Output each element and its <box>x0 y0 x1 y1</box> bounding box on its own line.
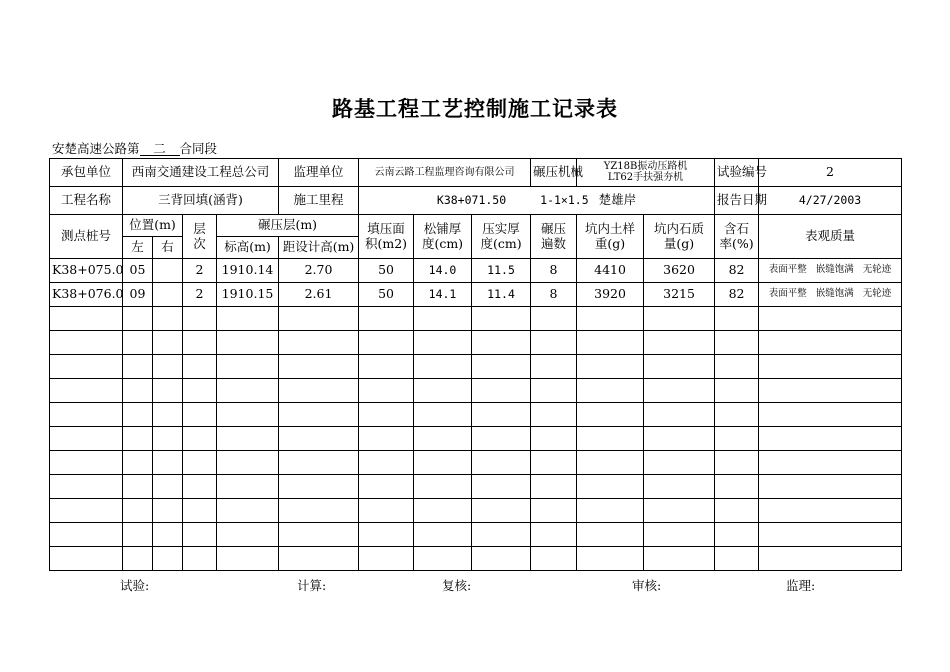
empty-cell <box>531 499 577 523</box>
cell-left: 05 <box>123 259 153 283</box>
empty-cell <box>183 403 217 427</box>
col-layer <box>183 215 217 259</box>
cell-pit-soil: 4410 <box>577 259 644 283</box>
empty-cell <box>644 547 715 571</box>
empty-cell <box>414 475 472 499</box>
contract-section-number: 二 <box>140 142 180 156</box>
empty-cell <box>531 427 577 451</box>
empty-cell <box>153 331 183 355</box>
empty-cell <box>359 547 414 571</box>
empty-row <box>50 403 902 427</box>
empty-cell <box>759 331 902 355</box>
empty-cell <box>359 475 414 499</box>
empty-cell <box>759 523 902 547</box>
empty-cell <box>715 403 759 427</box>
mileage-label: 施工里程 <box>279 187 359 215</box>
empty-cell <box>50 475 123 499</box>
empty-cell <box>123 403 153 427</box>
empty-cell <box>531 523 577 547</box>
col-stone-rate <box>715 215 759 259</box>
empty-cell <box>472 331 531 355</box>
empty-cell <box>359 403 414 427</box>
project-value: 三背回填(涵背) <box>123 187 279 215</box>
col-loose-2: 度(cm) <box>421 235 464 251</box>
empty-cell <box>531 307 577 331</box>
col-left: 左 <box>123 237 153 259</box>
subtitle-suffix: 合同段 <box>179 141 218 156</box>
cell-fill-area: 50 <box>359 259 414 283</box>
col-passes-1: 碾压 <box>541 221 567 237</box>
empty-cell <box>153 451 183 475</box>
cell-compact: 11.4 <box>472 283 531 307</box>
col-quality: 表观质量 <box>759 215 902 259</box>
empty-cell <box>183 523 217 547</box>
empty-cell <box>279 427 359 451</box>
empty-cell <box>123 379 153 403</box>
cell-pit-soil: 3920 <box>577 283 644 307</box>
col-pit-stone-2: 量(g) <box>663 235 695 251</box>
empty-cell <box>759 499 902 523</box>
empty-cell <box>414 403 472 427</box>
empty-cell <box>531 547 577 571</box>
empty-cell <box>414 523 472 547</box>
empty-row <box>50 547 902 571</box>
empty-cell <box>472 451 531 475</box>
empty-cell <box>183 451 217 475</box>
empty-cell <box>50 451 123 475</box>
empty-cell <box>472 379 531 403</box>
cell-quality: 表面平整 嵌缝饱满 无轮迹 <box>759 259 902 283</box>
empty-cell <box>644 451 715 475</box>
col-stone-rate-2: 率(%) <box>719 235 754 251</box>
empty-cell <box>279 547 359 571</box>
empty-cell <box>414 355 472 379</box>
empty-cell <box>759 547 902 571</box>
cell-loose: 14.0 <box>414 259 472 283</box>
col-pit-soil-2: 重(g) <box>594 235 626 251</box>
empty-cell <box>50 355 123 379</box>
empty-cell <box>759 403 902 427</box>
empty-cell <box>715 523 759 547</box>
empty-cell <box>531 475 577 499</box>
mileage-name: 楚雄岸 <box>598 192 637 208</box>
contractor-label: 承包单位 <box>50 159 123 187</box>
empty-cell <box>472 547 531 571</box>
empty-cell <box>217 547 279 571</box>
col-passes-2: 遍数 <box>541 235 567 251</box>
col-pit-stone-1: 坑内石质 <box>654 221 705 237</box>
empty-cell <box>50 307 123 331</box>
empty-cell <box>472 475 531 499</box>
signature-supervise: 监理: <box>786 578 816 593</box>
empty-cell <box>644 331 715 355</box>
empty-cell <box>153 307 183 331</box>
machine-value-1: YZ18B振动压路机 <box>603 161 688 172</box>
cell-stone-rate: 82 <box>715 283 759 307</box>
empty-cell <box>715 331 759 355</box>
record-table <box>49 158 902 571</box>
empty-cell <box>279 307 359 331</box>
empty-cell <box>183 307 217 331</box>
cell-passes: 8 <box>531 283 577 307</box>
cell-right <box>153 259 183 283</box>
empty-cell <box>577 451 644 475</box>
machine-value-2: LT62手扶强夯机 <box>607 171 684 183</box>
empty-cell <box>153 499 183 523</box>
col-loose <box>414 215 472 259</box>
empty-cell <box>577 331 644 355</box>
empty-cell <box>531 331 577 355</box>
col-pit-soil <box>577 215 644 259</box>
empty-cell <box>414 307 472 331</box>
col-compact-1: 压实厚 <box>482 221 520 237</box>
empty-cell <box>217 379 279 403</box>
empty-row <box>50 307 902 331</box>
cell-distance: 2.61 <box>279 283 359 307</box>
empty-cell <box>217 355 279 379</box>
empty-cell <box>644 499 715 523</box>
empty-cell <box>577 403 644 427</box>
empty-cell <box>644 307 715 331</box>
empty-cell <box>279 403 359 427</box>
col-fill-area-2: 积(m2) <box>364 235 408 251</box>
empty-cell <box>50 403 123 427</box>
supervisor-value: 云南云路工程监理咨询有限公司 <box>359 159 531 187</box>
empty-cell <box>472 307 531 331</box>
col-compact <box>472 215 531 259</box>
empty-cell <box>644 475 715 499</box>
mileage-station: K38+071.50 <box>436 193 507 208</box>
empty-cell <box>472 403 531 427</box>
empty-cell <box>715 451 759 475</box>
col-station: 测点桩号 <box>50 215 123 259</box>
empty-cell <box>123 475 153 499</box>
cell-fill-area: 50 <box>359 283 414 307</box>
empty-cell <box>153 475 183 499</box>
empty-cell <box>217 403 279 427</box>
empty-cell <box>123 547 153 571</box>
empty-row <box>50 475 902 499</box>
col-fill-area <box>359 215 414 259</box>
machine-value <box>577 159 715 187</box>
empty-cell <box>279 475 359 499</box>
col-loose-1: 松铺厚 <box>423 221 462 237</box>
empty-cell <box>183 355 217 379</box>
empty-cell <box>759 307 902 331</box>
cell-stone-rate: 82 <box>715 259 759 283</box>
empty-cell <box>123 307 153 331</box>
empty-cell <box>577 427 644 451</box>
empty-cell <box>759 451 902 475</box>
empty-cell <box>50 331 123 355</box>
empty-cell <box>359 307 414 331</box>
col-compact-2: 度(cm) <box>480 235 522 251</box>
test-no-label: 试验编号 <box>715 159 759 187</box>
empty-row <box>50 427 902 451</box>
empty-row <box>50 379 902 403</box>
cell-pit-stone: 3215 <box>644 283 715 307</box>
empty-cell <box>531 403 577 427</box>
empty-cell <box>472 355 531 379</box>
test-no-value: 2 <box>759 159 902 187</box>
empty-cell <box>217 451 279 475</box>
empty-cell <box>123 331 153 355</box>
empty-cell <box>414 427 472 451</box>
signature-calc: 计算: <box>297 578 327 593</box>
empty-cell <box>279 523 359 547</box>
empty-cell <box>715 475 759 499</box>
empty-cell <box>279 331 359 355</box>
empty-cell <box>217 427 279 451</box>
empty-cell <box>50 547 123 571</box>
signature-audit: 审核: <box>632 578 662 593</box>
empty-cell <box>759 355 902 379</box>
cell-layer: 2 <box>183 259 217 283</box>
empty-cell <box>183 499 217 523</box>
col-layer-1: 层 <box>193 221 206 237</box>
col-stone-rate-1: 含石 <box>724 221 750 237</box>
col-pit-soil-1: 坑内土样 <box>585 221 636 237</box>
col-passes <box>531 215 577 259</box>
project-label: 工程名称 <box>50 187 123 215</box>
empty-cell <box>759 475 902 499</box>
empty-cell <box>359 499 414 523</box>
empty-cell <box>183 547 217 571</box>
cell-elevation: 1910.15 <box>217 283 279 307</box>
empty-cell <box>715 355 759 379</box>
machine-label: 碾压机械 <box>531 159 577 187</box>
col-layer-2: 次 <box>193 235 206 251</box>
empty-cell <box>414 499 472 523</box>
empty-row <box>50 355 902 379</box>
table-row <box>50 283 902 307</box>
cell-right <box>153 283 183 307</box>
empty-cell <box>183 475 217 499</box>
empty-cell <box>531 355 577 379</box>
table-row <box>50 259 902 283</box>
col-fill-area-1: 填压面 <box>367 221 405 237</box>
empty-cell <box>359 427 414 451</box>
empty-cell <box>217 475 279 499</box>
empty-cell <box>472 499 531 523</box>
empty-cell <box>359 451 414 475</box>
empty-cell <box>123 451 153 475</box>
col-elevation: 标高(m) <box>217 237 279 259</box>
empty-cell <box>279 355 359 379</box>
cell-layer: 2 <box>183 283 217 307</box>
signature-test: 试验: <box>120 578 150 593</box>
cell-loose: 14.1 <box>414 283 472 307</box>
cell-compact: 11.5 <box>472 259 531 283</box>
empty-cell <box>472 427 531 451</box>
col-right: 右 <box>153 237 183 259</box>
empty-cell <box>715 427 759 451</box>
empty-cell <box>359 331 414 355</box>
cell-passes: 8 <box>531 259 577 283</box>
col-distance: 距设计高(m) <box>279 237 359 259</box>
report-date-value: 4/27/2003 <box>759 187 902 215</box>
cell-station: K38+075.0 <box>50 259 123 283</box>
mileage-ratio: 1-1×1.5 <box>540 193 589 208</box>
empty-cell <box>217 331 279 355</box>
empty-cell <box>279 499 359 523</box>
empty-cell <box>359 379 414 403</box>
cell-quality: 表面平整 嵌缝饱满 无轮迹 <box>759 283 902 307</box>
empty-cell <box>715 379 759 403</box>
cell-elevation: 1910.14 <box>217 259 279 283</box>
empty-cell <box>153 547 183 571</box>
empty-cell <box>279 451 359 475</box>
empty-row <box>50 499 902 523</box>
empty-cell <box>153 403 183 427</box>
empty-cell <box>577 475 644 499</box>
report-date-label: 报告日期 <box>715 187 759 215</box>
supervisor-label: 监理单位 <box>279 159 359 187</box>
empty-cell <box>153 355 183 379</box>
empty-cell <box>759 379 902 403</box>
empty-row <box>50 451 902 475</box>
empty-cell <box>715 307 759 331</box>
empty-cell <box>123 355 153 379</box>
cell-left: 09 <box>123 283 153 307</box>
cell-station: K38+076.0 <box>50 283 123 307</box>
empty-cell <box>644 355 715 379</box>
empty-cell <box>50 523 123 547</box>
empty-cell <box>153 523 183 547</box>
mileage-value <box>359 187 715 215</box>
empty-cell <box>123 499 153 523</box>
empty-cell <box>531 451 577 475</box>
empty-cell <box>50 427 123 451</box>
col-compaction: 碾压层(m) <box>217 215 359 237</box>
empty-row <box>50 523 902 547</box>
signature-review: 复核: <box>442 578 472 593</box>
page-title: 路基工程工艺控制施工记录表 <box>332 96 618 121</box>
empty-cell <box>183 331 217 355</box>
empty-cell <box>577 547 644 571</box>
col-pit-stone <box>644 215 715 259</box>
subtitle-prefix: 安楚高速公路第 <box>52 141 140 156</box>
empty-cell <box>359 523 414 547</box>
empty-cell <box>644 523 715 547</box>
empty-cell <box>414 547 472 571</box>
empty-cell <box>577 379 644 403</box>
empty-cell <box>715 547 759 571</box>
empty-cell <box>50 499 123 523</box>
empty-cell <box>577 499 644 523</box>
empty-cell <box>153 427 183 451</box>
empty-cell <box>279 379 359 403</box>
empty-cell <box>644 403 715 427</box>
empty-cell <box>644 427 715 451</box>
empty-cell <box>531 379 577 403</box>
cell-pit-stone: 3620 <box>644 259 715 283</box>
empty-cell <box>50 379 123 403</box>
cell-distance: 2.70 <box>279 259 359 283</box>
empty-cell <box>183 427 217 451</box>
empty-cell <box>414 379 472 403</box>
empty-cell <box>183 379 217 403</box>
empty-cell <box>472 523 531 547</box>
empty-row <box>50 331 902 355</box>
empty-cell <box>153 379 183 403</box>
empty-cell <box>414 451 472 475</box>
empty-cell <box>577 355 644 379</box>
empty-cell <box>577 307 644 331</box>
empty-cell <box>123 427 153 451</box>
contract-section-line <box>52 139 217 157</box>
empty-cell <box>217 523 279 547</box>
empty-cell <box>123 523 153 547</box>
contractor-value: 西南交通建设工程总公司 <box>123 159 279 187</box>
empty-cell <box>644 379 715 403</box>
empty-cell <box>414 331 472 355</box>
empty-cell <box>715 499 759 523</box>
empty-cell <box>217 307 279 331</box>
empty-cell <box>359 355 414 379</box>
empty-cell <box>759 427 902 451</box>
col-position: 位置(m) <box>123 215 183 237</box>
empty-cell <box>217 499 279 523</box>
empty-cell <box>577 523 644 547</box>
